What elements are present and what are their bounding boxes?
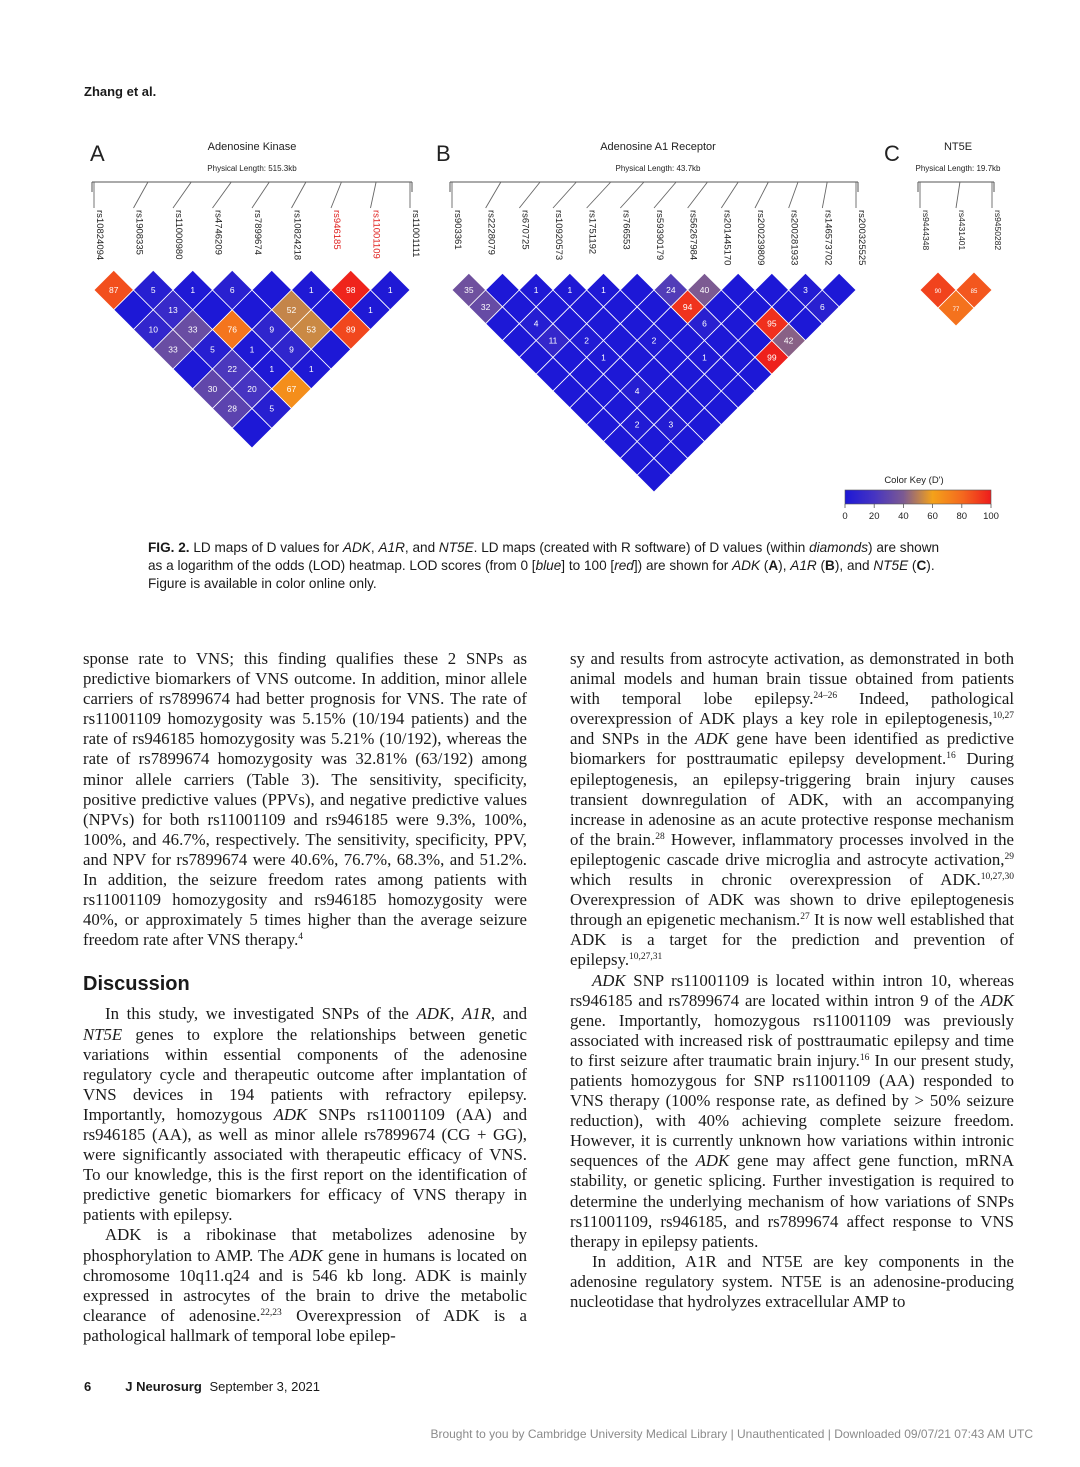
paragraph-discussion-1: In this study, we investigated SNPs of the ADK, A1R, and NT5E genes to explore the relationships between genetic variations within essential components of the adenosine regulatory cycle and therapeutic outcome after implantation of VNS devices in 194 patients with refractory epilepsy. Importantly, homozygous ADK SNPs rs11001109 (AA) and rs946185 (AA), as well as minor allele rs7899674 (CG + GG), were significantly associated with therapeutic efficacy of VNS. To our knowledge, this is the first report on the identification of predictive genetic biomarkers for efficacy of VNS therapy in patients with epilepsy. <box>83 1004 527 1225</box>
panel-letter-c: C <box>884 141 900 166</box>
ld-value: 1 <box>601 352 606 363</box>
snp-label: rs670725 <box>519 210 531 250</box>
snp-label: rs11000980 <box>173 210 184 260</box>
ld-value: 13 <box>168 304 178 315</box>
ld-value: 6 <box>229 285 235 295</box>
panel-physical-length-a: Physical Length: 515.3kb <box>207 164 297 173</box>
snp-connector <box>292 182 306 208</box>
color-key-tick-label: 80 <box>956 511 968 522</box>
ld-value: 33 <box>188 324 198 335</box>
ld-value: 52 <box>286 304 297 315</box>
color-key-bar <box>845 490 991 504</box>
color-key-tick-label: 100 <box>983 511 999 522</box>
ld-value: 89 <box>346 324 356 335</box>
snp-label: rs7899674 <box>252 210 263 255</box>
snp-connector <box>789 182 798 208</box>
color-key-title: Color Key (D') <box>884 475 944 486</box>
running-head: Zhang et al. <box>84 84 157 99</box>
ld-value: 2 <box>584 335 590 346</box>
snp-connector <box>956 182 960 208</box>
paragraph-discussion-2-continued: sy and results from astrocyte activation, as demonstrated in both animal models and human brain tissue obtained from patients with temporal lobe epilepsy.$^{24-26}$ Indeed, pathological overexpression of ADK plays a key role in epileptogenesis,$^{10,27}$ and SNPs in the ADK gene have been identified as predictive biomarkers for posttraumatic epilepsy development.$^{16}$ During epileptogenesis, an epilepsy-triggering brain injury causes transient downregulation of ADK, with an accompanying increase in adenosine as an acute protective response mechanism of the brain.$^{28}$ However, inflammatory processes involved in the epileptogenic cascade drive microglia and astrocyte activation,$^{29}$ which results in chronic overexpression of ADK.$^{10,27,30}$ Overexpression of ADK was shown to drive epileptogenesis through an epigenetic mechanism.$^{27}$ It is now well established that ADK is a target for the prediction and prevention of epilepsy.$^{10,27,31}$ <box>570 649 1015 970</box>
figure-caption-text: LD maps of D values for ADK, A1R, and NT5E. LD maps (created with R software) of D values (within diamonds) are shown as a logarithm of the odds (LOD) heatmap. LOD scores (from 0 [blue] to 100 [red]) are shown for ADK (A), A1R (B), and NT5E (C). Figure is available in color online only. <box>148 540 940 591</box>
page-footer <box>84 1379 320 1394</box>
snp-connector <box>371 182 377 208</box>
panel-title-c: NT5E <box>943 141 973 153</box>
ld-value: 11 <box>548 335 558 346</box>
ld-value: 24 <box>666 285 676 295</box>
ld-value: 1 <box>190 285 196 295</box>
ld-value: 22 <box>227 364 237 374</box>
ld-value: 53 <box>306 324 316 335</box>
snp-label: rs10824218 <box>291 210 303 261</box>
snp-label: rs200325525 <box>856 210 867 266</box>
snp-connector <box>654 182 676 208</box>
ld-value: 76 <box>227 324 237 335</box>
snp-label: rs946185 <box>331 210 342 250</box>
panel-physical-length-b: Physical Length: 43.7kb <box>615 164 701 173</box>
snp-connector <box>519 182 540 208</box>
ld-value: 3 <box>668 419 674 430</box>
ld-value: 40 <box>699 285 710 295</box>
ld-value: 4 <box>634 386 640 396</box>
body-column-left <box>83 649 527 1346</box>
panel-title-b: Adenosine A1 Receptor <box>600 141 716 153</box>
snp-label: rs10824094 <box>94 210 105 261</box>
ld-value: 10 <box>148 324 158 335</box>
snp-label: rs9450282 <box>993 210 1003 251</box>
snp-connector <box>331 182 341 208</box>
ld-value: 9 <box>289 344 294 355</box>
ld-value: 30 <box>207 383 218 394</box>
snp-label: rs10920573 <box>553 210 564 261</box>
ld-value: 20 <box>247 383 257 394</box>
journal-name: J Neurosurg <box>125 1379 202 1394</box>
color-key-tick-label: 20 <box>868 511 880 522</box>
snp-connector <box>486 182 501 208</box>
snp-connector <box>173 182 191 208</box>
snp-connector <box>553 182 576 208</box>
ld-value: 3 <box>803 285 808 295</box>
paragraph-discussion-2: ADK is a ribokinase that metabolizes adenosine by phosphorylation to AMP. The ADK gene in humans is located on chromosome 10q11.q24 and is 546 kb long. ADK is mainly expressed in astrocytes of the brain to drive the metabolic clearance of adenosine.$^{22,23}$ Overexpression of ADK is a pathological hallmark of temporal lobe epilep- <box>83 1225 527 1345</box>
snp-label: rs4431401 <box>957 210 967 251</box>
snp-label: rs1751192 <box>586 210 598 255</box>
ld-value: 1 <box>702 352 707 363</box>
color-key-tick-label: 40 <box>898 511 909 522</box>
ld-value: 6 <box>819 301 825 312</box>
ld-value: 2 <box>634 419 640 430</box>
ld-value: 1 <box>308 285 314 295</box>
color-key-tick-label: 60 <box>927 511 938 522</box>
ld-value: 99 <box>767 352 777 363</box>
issue-date: September 3, 2021 <box>209 1379 321 1394</box>
snp-connector <box>213 182 232 208</box>
snp-connector <box>620 182 644 208</box>
paragraph-results-continued: sponse rate to VNS; this finding qualifies these 2 SNPs as predictive biomarkers of VNS outcome. In addition, minor allele carriers of rs7899674 had better prognosis for VNS. The rate of rs11001109 homozygosity was 5.15% (10/194 patients) and the rate of rs946185 homozygosity was 5.21% (10/192), whereas the rate of rs7899674 homozygosity was 32.81% (63/192) among minor allele carriers (Table 3). The sensitivity, specificity, positive predictive values (PPVs), and negative predictive values (NPVs) for both rs11001109 and rs946185 were 9.3%, 100%, 100%, and 46.7%, respectively. The sensitivity, specificity, PPV, and NPV for rs7899674 were 40.6%, 76.7%, 68.3%, and 51.2%. In addition, the seizure freedom rates among patients with rs11001109 homozygosity and rs946185 homozygosity were 40%, or approximately 5 times higher than the average seizure freedom rate after VNS therapy.$^4$ <box>83 649 527 950</box>
snp-label: rs56267984 <box>687 210 699 261</box>
ld-value: 1 <box>269 364 275 374</box>
ld-value: 1 <box>601 285 606 295</box>
section-heading-discussion: Discussion <box>83 973 190 996</box>
paragraph-discussion-3: ADK SNP rs11001109 is located within intron 10, whereas rs946185 and rs7899674 are located within intron 9 of the ADK gene. Importantly, homozygous rs11001109 was previously associated with increased risk of posttraumatic epilepsy and time to first seizure after traumatic brain injury.$^{16}$ In our present study, patients homozygous for SNP rs11001109 (AA) responded to VNS therapy (100% response rate, as defined by > 50% seizure reduction), with 40% achieving complete seizure freedom. However, it is currently unknown how variations within intronic sequences of the ADK gene may affect gene function, mRNA stability, or genetic splicing. Further investigation is required to determine the underlying mechanism of how variations of SNPs rs11001109, rs946185, and rs7899674 affect response to VNS therapy in epilepsy patients. <box>570 970 1015 1251</box>
snp-label: rs11001109 <box>370 210 382 259</box>
snp-label: rs766553 <box>620 210 632 250</box>
ld-value: 32 <box>480 301 491 312</box>
snp-label: rs200239809 <box>755 210 766 266</box>
page-number: 6 <box>84 1379 92 1394</box>
ld-value: 1 <box>567 285 573 295</box>
ld-value: 9 <box>269 324 275 335</box>
snp-label: rs1908335 <box>133 210 145 255</box>
ld-value: 4 <box>533 318 539 329</box>
paragraph-discussion-4: In addition, A1R and NT5E are key components in the adenosine regulatory system. NT5E is an adenosine-producing nucleotidase that hydrolyzes extracellular AMP to <box>570 1251 1014 1311</box>
ld-value: 5 <box>150 285 156 295</box>
ld-value: 5 <box>210 344 215 355</box>
figure-caption <box>148 539 948 593</box>
snp-connector <box>688 182 708 208</box>
ld-value: 87 <box>109 285 119 295</box>
figure-caption-label: FIG. 2. <box>148 540 190 555</box>
ld-value: 35 <box>464 285 474 295</box>
ld-value: 90 <box>934 289 942 295</box>
ld-value: 67 <box>286 383 297 394</box>
body-column-right <box>570 649 1014 1312</box>
snp-connector <box>134 182 148 208</box>
ld-value: 1 <box>533 285 539 295</box>
ld-value: 85 <box>970 289 978 295</box>
ld-value: 6 <box>702 318 707 329</box>
panel-letter-a: A <box>90 141 105 166</box>
snp-label: rs4746209 <box>212 210 224 255</box>
ld-value: 1 <box>249 344 255 355</box>
figure-ld-maps <box>0 120 1080 530</box>
color-key-tick-label: 0 <box>842 511 848 522</box>
snp-connector <box>252 182 269 208</box>
snp-label: rs146573702 <box>822 210 834 266</box>
ld-value: 1 <box>368 304 373 315</box>
snp-label: rs2228079 <box>485 210 497 255</box>
ld-value: 28 <box>227 403 237 414</box>
snp-connector <box>587 182 611 208</box>
snp-connector <box>755 182 768 208</box>
ld-value: 77 <box>952 307 960 313</box>
snp-connector <box>822 182 827 208</box>
snp-label: rs59390179 <box>654 210 665 261</box>
ld-value: 95 <box>767 318 777 329</box>
ld-value: 94 <box>682 301 693 312</box>
download-watermark-note: Brought to you by Cambridge University Medical Library | Unauthenticated | Downloaded 09/07/21 07:43 AM UTC <box>430 1427 1033 1441</box>
ld-value: 33 <box>168 344 178 355</box>
snp-label: rs200281933 <box>788 210 800 266</box>
snp-label: rs903361 <box>452 210 463 250</box>
ld-value: 1 <box>308 364 314 374</box>
ld-value: 42 <box>783 335 794 346</box>
snp-connector <box>721 182 738 208</box>
snp-label: rs9444348 <box>921 210 931 251</box>
snp-label: rs201445170 <box>721 210 733 266</box>
panel-physical-length-c: Physical Length: 19.7kb <box>915 164 1001 173</box>
snp-label: rs11001111 <box>410 210 421 258</box>
ld-value: 5 <box>269 403 275 414</box>
ld-value: 1 <box>387 285 393 295</box>
ld-value: 98 <box>346 285 356 295</box>
ld-value: 2 <box>651 335 657 346</box>
panel-title-a: Adenosine Kinase <box>207 141 297 153</box>
panel-letter-b: B <box>436 141 451 166</box>
